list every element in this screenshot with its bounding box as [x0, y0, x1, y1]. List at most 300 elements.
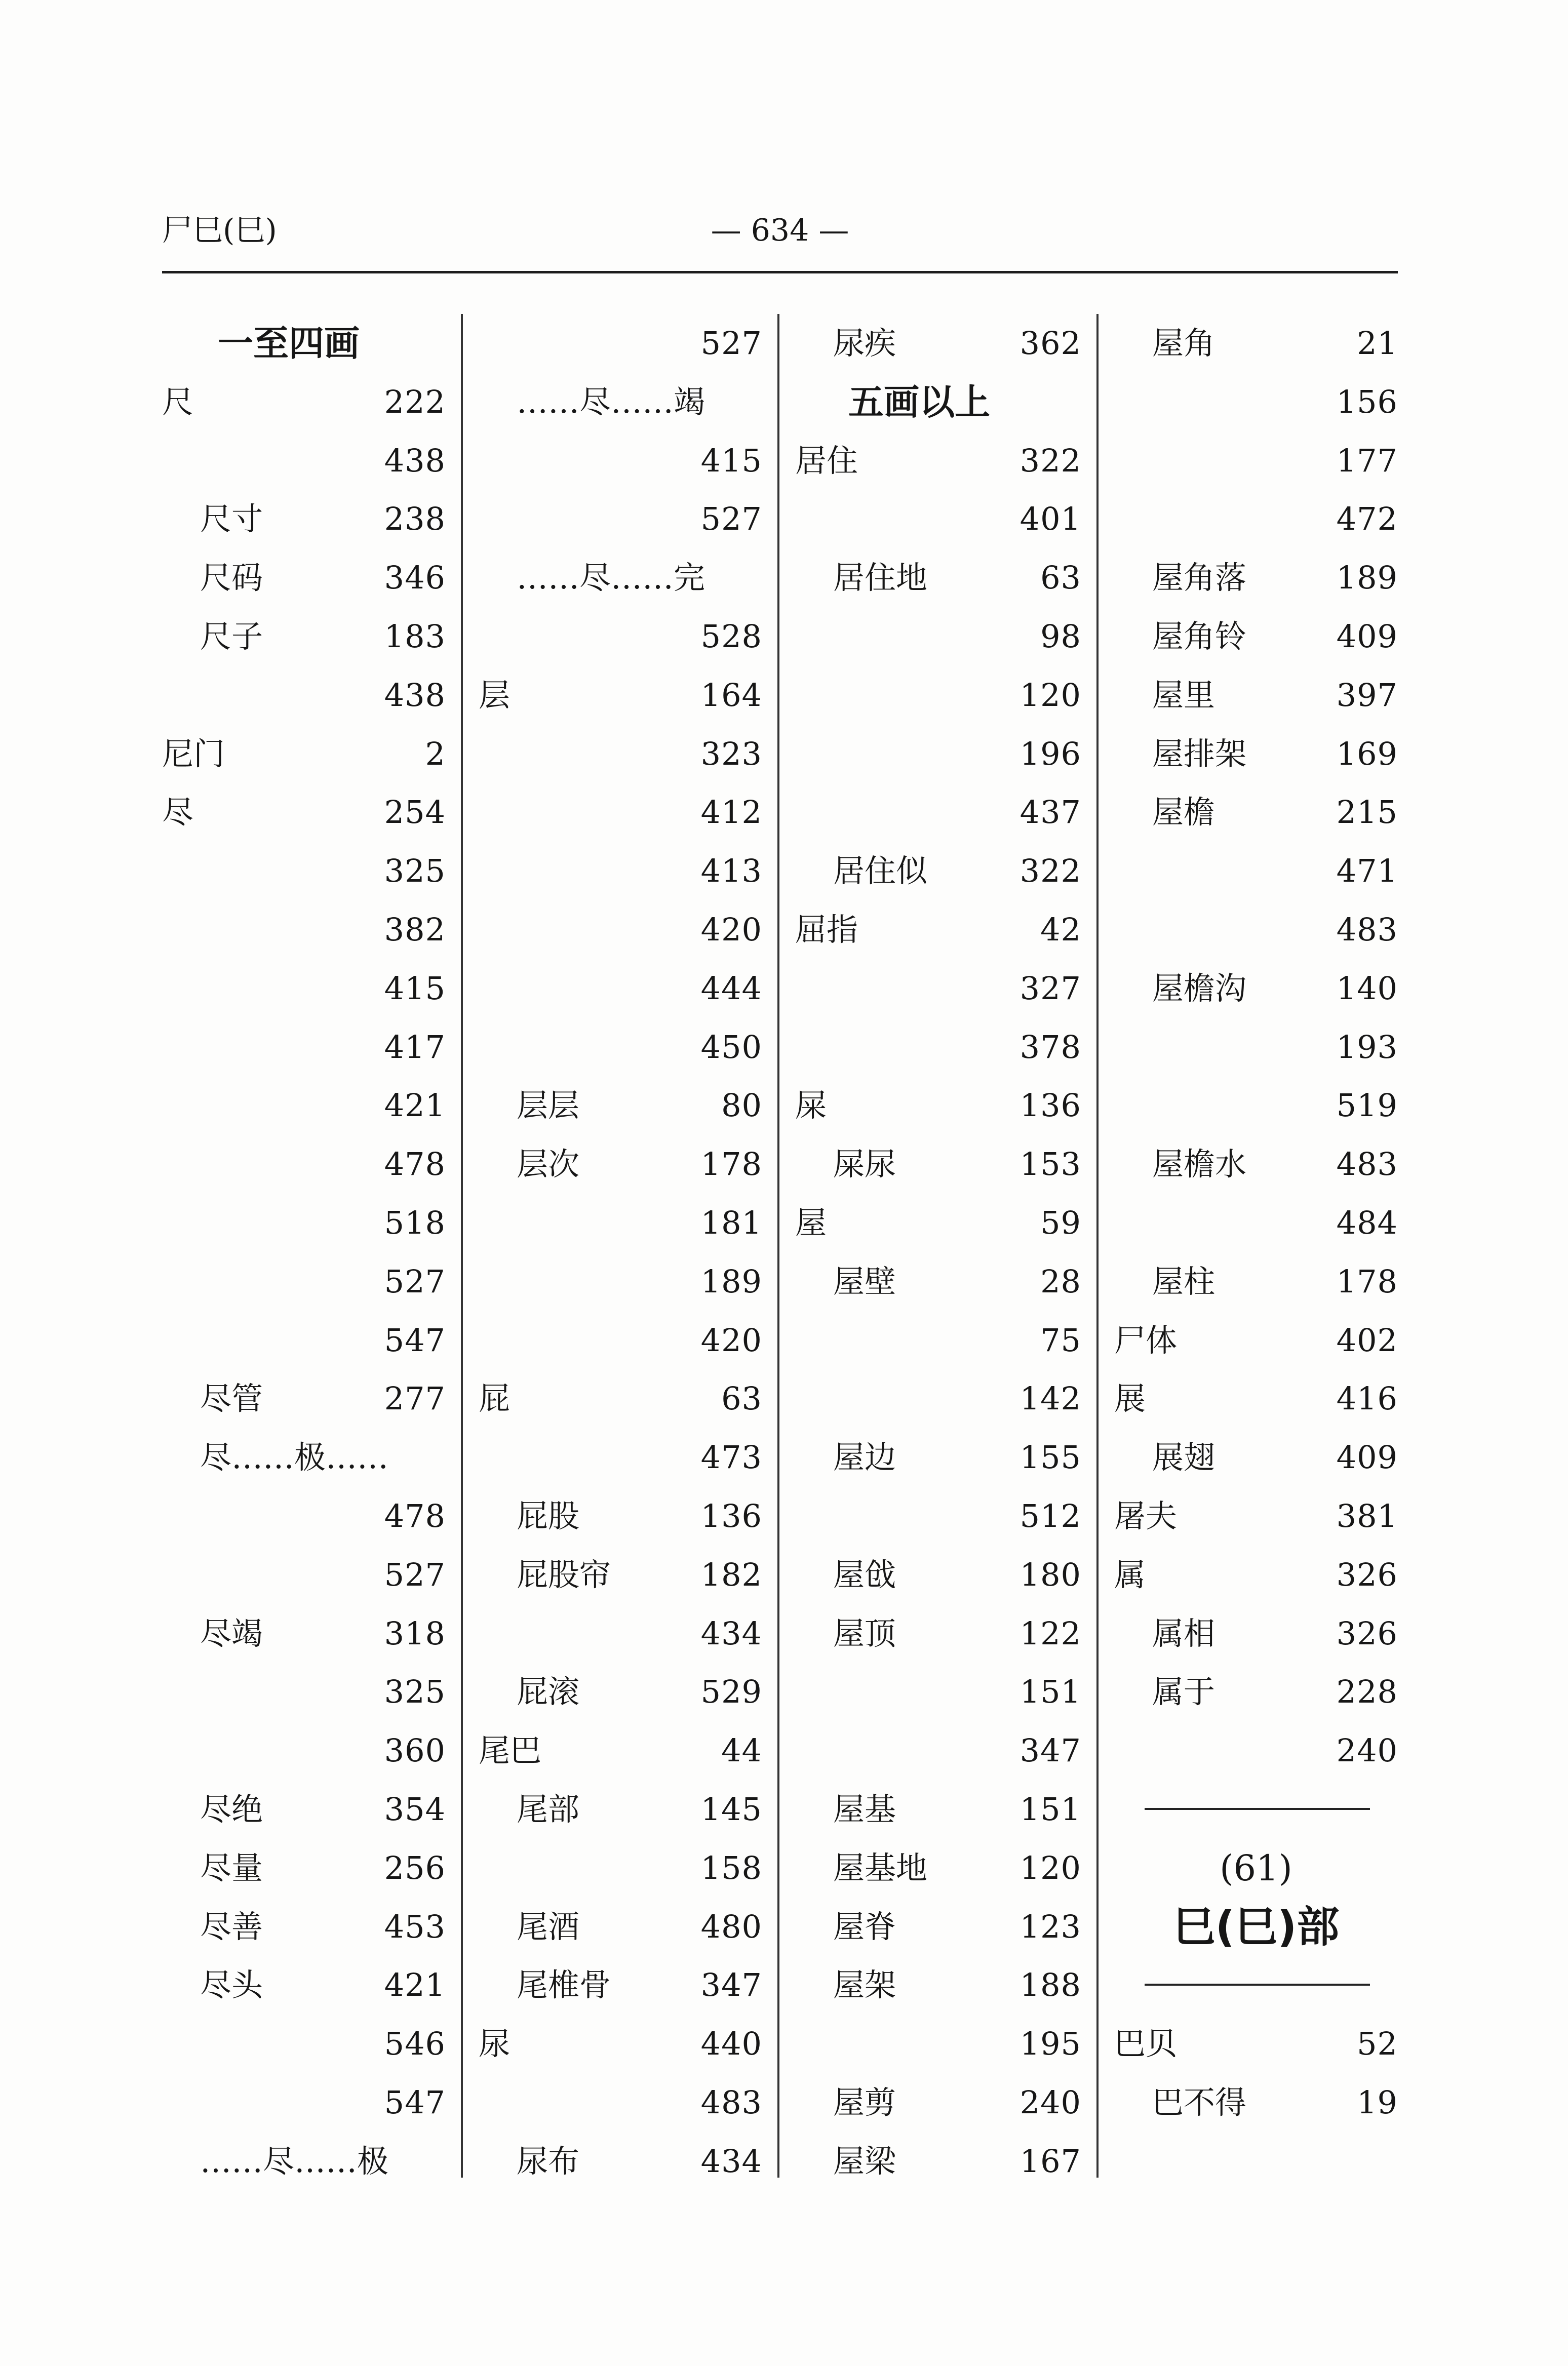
index-entry — [795, 490, 1081, 548]
entry-term: 居住似 — [833, 852, 928, 890]
entry-page-ref: 528 — [700, 617, 762, 655]
index-entry — [162, 1546, 446, 1604]
entry-term: 屠夫 — [1114, 1497, 1178, 1534]
section-label: 尸巳(巳) — [162, 213, 277, 248]
entry-term: 屋架 — [833, 1966, 896, 2004]
index-entry — [479, 725, 762, 783]
index-entry — [1114, 548, 1398, 607]
entry-page-ref: 188 — [1020, 1966, 1081, 2004]
entry-term: 尾巴 — [479, 1732, 542, 1769]
index-entry — [162, 2132, 446, 2191]
entry-page-ref: 547 — [384, 2083, 446, 2121]
entry-term: 屋角落 — [1152, 559, 1247, 597]
entry-page-ref: 416 — [1336, 1380, 1398, 1417]
index-entry — [479, 1194, 762, 1252]
entry-page-ref: 434 — [700, 1614, 762, 1652]
index-column-1 — [162, 314, 446, 2178]
index-entry — [1114, 1721, 1398, 1780]
index-entry — [479, 1076, 762, 1135]
index-entry — [1114, 783, 1398, 842]
index-entry — [479, 1839, 762, 1898]
entry-term: 尽绝 — [200, 1790, 263, 1828]
entry-page-ref: 437 — [1020, 794, 1081, 831]
index-entry — [795, 1369, 1081, 1428]
entry-page-ref: 178 — [700, 1146, 762, 1183]
entry-page-ref: 547 — [384, 1321, 446, 1359]
entry-page-ref: 140 — [1336, 969, 1398, 1007]
entry-page-ref: 21 — [1357, 325, 1398, 362]
index-entry — [479, 2073, 762, 2132]
index-entry — [1114, 1663, 1398, 1721]
index-entry — [479, 842, 762, 900]
entry-term: 尽管 — [200, 1380, 263, 1417]
entry-page-ref: 529 — [700, 1673, 762, 1711]
index-entry — [479, 490, 762, 548]
entry-term: 屋脊 — [833, 1908, 896, 1945]
entry-term: 居住 — [795, 442, 858, 479]
index-entry — [479, 2015, 762, 2073]
index-entry — [795, 1956, 1081, 2015]
entry-page-ref: 483 — [1336, 911, 1398, 948]
stroke-group-heading — [162, 314, 446, 373]
entry-page-ref: 136 — [1020, 1087, 1081, 1124]
entry-page-ref: 421 — [384, 1087, 446, 1124]
entry-page-ref: 98 — [1040, 617, 1081, 655]
index-entry — [479, 1663, 762, 1721]
index-entry — [795, 607, 1081, 666]
index-entry — [795, 1663, 1081, 1721]
page-number: — 634 — — [711, 213, 849, 248]
index-entry — [795, 548, 1081, 607]
entry-term: 属 — [1114, 1556, 1146, 1593]
rule-line — [1145, 1808, 1370, 1810]
entry-page-ref: 412 — [700, 794, 762, 831]
entry-page-ref: 438 — [384, 442, 446, 479]
index-entry — [1114, 490, 1398, 548]
index-entry — [795, 2073, 1081, 2132]
entry-page-ref: 401 — [1020, 500, 1081, 538]
entry-term: 屋戗 — [833, 1556, 896, 1593]
entry-term: 屋檐沟 — [1152, 969, 1247, 1007]
index-entry — [1114, 1194, 1398, 1252]
index-entry — [162, 842, 446, 900]
index-entry — [479, 1487, 762, 1546]
index-entry — [479, 1428, 762, 1487]
entry-page-ref: 44 — [721, 1732, 762, 1769]
index-entry — [1114, 666, 1398, 725]
entry-term: 屋檐 — [1152, 794, 1216, 831]
index-entry — [162, 1839, 446, 1898]
entry-term: 尺 — [162, 383, 194, 420]
index-column-4 — [1114, 314, 1398, 2178]
index-entry — [795, 1721, 1081, 1780]
entry-page-ref: 326 — [1336, 1556, 1398, 1593]
index-entry — [162, 1135, 446, 1194]
index-entry — [1114, 1252, 1398, 1311]
entry-page-ref: 323 — [700, 735, 762, 772]
entry-page-ref: 483 — [700, 2083, 762, 2121]
entry-term: 屋顶 — [833, 1614, 896, 1652]
index-entry — [479, 1369, 762, 1428]
entry-page-ref: 397 — [1336, 676, 1398, 714]
heading-text: 五画以上 — [848, 381, 990, 423]
index-column-2 — [479, 314, 762, 2178]
index-entry — [1114, 1428, 1398, 1487]
index-entry — [162, 783, 446, 842]
entry-page-ref: 413 — [700, 852, 762, 890]
entry-term: 尾部 — [517, 1790, 580, 1828]
entry-page-ref: 484 — [1336, 1204, 1398, 1241]
index-entry — [479, 548, 762, 607]
index-entry — [1114, 2073, 1398, 2132]
index-entry — [1114, 842, 1398, 900]
index-entry — [479, 1721, 762, 1780]
index-entry — [479, 1135, 762, 1194]
entry-page-ref: 222 — [384, 383, 446, 420]
entry-term: 尿布 — [517, 2142, 580, 2180]
index-entry — [795, 900, 1081, 959]
index-entry — [162, 2015, 446, 2073]
entry-page-ref: 415 — [700, 442, 762, 479]
index-entry — [795, 1018, 1081, 1077]
entry-term: 层 — [479, 676, 511, 714]
entry-term: 尸体 — [1114, 1321, 1178, 1359]
index-entry — [162, 490, 446, 548]
index-entry — [162, 1487, 446, 1546]
entry-page-ref: 2 — [425, 735, 446, 772]
entry-page-ref: 164 — [700, 676, 762, 714]
entry-page-ref: 240 — [1020, 2083, 1081, 2121]
index-entry — [162, 1956, 446, 2015]
entry-page-ref: 196 — [1020, 735, 1081, 772]
entry-page-ref: 378 — [1020, 1028, 1081, 1066]
index-column-3 — [795, 314, 1081, 2178]
index-entry — [162, 666, 446, 725]
entry-term: 屁股 — [517, 1497, 580, 1534]
entry-page-ref: 347 — [700, 1966, 762, 2004]
entry-page-ref: 322 — [1020, 852, 1081, 890]
entry-term: 巴贝 — [1114, 2025, 1178, 2063]
entry-page-ref: 417 — [384, 1028, 446, 1066]
index-entry — [1114, 725, 1398, 783]
index-entry — [1114, 1018, 1398, 1077]
index-entry — [162, 1428, 446, 1487]
entry-term: 屋角铃 — [1152, 617, 1247, 655]
index-entry — [795, 1428, 1081, 1487]
entry-page-ref: 123 — [1020, 1908, 1081, 1945]
index-entry — [162, 1604, 446, 1663]
index-entry — [162, 548, 446, 607]
entry-page-ref: 382 — [384, 911, 446, 948]
entry-page-ref: 347 — [1020, 1732, 1081, 1769]
entry-term: 展 — [1114, 1380, 1146, 1417]
entry-term: ……尽……极 — [200, 2142, 389, 2180]
stroke-group-heading — [795, 373, 1081, 431]
index-entry — [1114, 2015, 1398, 2073]
entry-page-ref: 381 — [1336, 1497, 1398, 1534]
entry-page-ref: 527 — [384, 1556, 446, 1593]
index-entry — [795, 1252, 1081, 1311]
entry-page-ref: 527 — [700, 500, 762, 538]
entry-term: 尺寸 — [200, 500, 263, 538]
index-entry — [162, 1780, 446, 1839]
page-header — [162, 210, 1398, 266]
entry-page-ref: 483 — [1336, 1146, 1398, 1183]
entry-page-ref: 145 — [700, 1790, 762, 1828]
entry-page-ref: 444 — [700, 969, 762, 1007]
entry-page-ref: 322 — [1020, 442, 1081, 479]
entry-page-ref: 420 — [700, 1321, 762, 1359]
entry-term: 属于 — [1152, 1673, 1216, 1711]
entry-page-ref: 158 — [700, 1849, 762, 1886]
index-entry — [795, 431, 1081, 490]
index-entry — [162, 1369, 446, 1428]
entry-page-ref: 75 — [1040, 1321, 1081, 1359]
entry-page-ref: 518 — [384, 1204, 446, 1241]
index-entry — [795, 842, 1081, 900]
entry-page-ref: 182 — [700, 1556, 762, 1593]
entry-term: 屁 — [479, 1380, 511, 1417]
index-entry — [479, 1018, 762, 1077]
index-entry — [795, 1311, 1081, 1370]
index-entry — [162, 900, 446, 959]
entry-page-ref: 122 — [1020, 1614, 1081, 1652]
entry-page-ref: 546 — [384, 2025, 446, 2063]
entry-page-ref: 180 — [1020, 1556, 1081, 1593]
entry-term: 屈指 — [795, 911, 858, 948]
index-entry — [1114, 959, 1398, 1018]
entry-term: 屁滚 — [517, 1673, 580, 1711]
entry-term: 尺码 — [200, 559, 263, 597]
entry-page-ref: 519 — [1336, 1087, 1398, 1124]
entry-page-ref: 189 — [700, 1263, 762, 1300]
index-entry — [162, 1076, 446, 1135]
rule-line — [1145, 1984, 1370, 1986]
index-entry — [479, 373, 762, 431]
index-entry — [1114, 1546, 1398, 1604]
entry-page-ref: 409 — [1336, 617, 1398, 655]
entry-term: 居住地 — [833, 559, 928, 597]
index-entry — [795, 2015, 1081, 2073]
entry-page-ref: 362 — [1020, 325, 1081, 362]
index-entry — [795, 2132, 1081, 2191]
entry-term: 巴不得 — [1152, 2083, 1247, 2121]
index-entry — [162, 2073, 446, 2132]
entry-term: 屎 — [795, 1087, 827, 1124]
index-entry — [479, 1604, 762, 1663]
entry-page-ref: 156 — [1336, 383, 1398, 420]
index-entry — [795, 1780, 1081, 1839]
index-entry — [1114, 1604, 1398, 1663]
index-entry — [795, 1546, 1081, 1604]
entry-term: 尽头 — [200, 1966, 263, 2004]
heading-text: 一至四画 — [218, 323, 360, 364]
index-entry — [479, 959, 762, 1018]
entry-page-ref: 151 — [1020, 1790, 1081, 1828]
index-entry — [795, 783, 1081, 842]
entry-page-ref: 327 — [1020, 969, 1081, 1007]
entry-page-ref: 183 — [384, 617, 446, 655]
entry-term: 屋角 — [1152, 325, 1216, 362]
index-entry — [479, 2132, 762, 2191]
entry-term: 尼门 — [162, 735, 225, 772]
entry-term: 尾酒 — [517, 1908, 580, 1945]
index-entry — [795, 1839, 1081, 1898]
entry-page-ref: 325 — [384, 1673, 446, 1711]
index-entry — [1114, 373, 1398, 431]
entry-term: 屋里 — [1152, 676, 1216, 714]
entry-page-ref: 254 — [384, 794, 446, 831]
entry-page-ref: 228 — [1336, 1673, 1398, 1711]
entry-page-ref: 19 — [1357, 2083, 1398, 2121]
entry-page-ref: 167 — [1020, 2142, 1081, 2180]
index-entry — [1114, 1311, 1398, 1370]
radical-name-text: 巳(巳)部 — [1172, 1902, 1340, 1952]
index-entry — [795, 1604, 1081, 1663]
index-entry — [479, 1780, 762, 1839]
entry-term: 层层 — [517, 1087, 580, 1124]
entry-page-ref: 178 — [1336, 1263, 1398, 1300]
entry-term: 层次 — [517, 1146, 580, 1183]
entry-page-ref: 402 — [1336, 1321, 1398, 1359]
index-entry — [162, 1663, 446, 1721]
index-entry — [479, 666, 762, 725]
column-divider — [461, 314, 463, 2178]
entry-page-ref: 318 — [384, 1614, 446, 1652]
entry-page-ref: 28 — [1040, 1263, 1081, 1300]
index-entry — [162, 725, 446, 783]
entry-page-ref: 238 — [384, 500, 446, 538]
index-entry — [162, 1018, 446, 1077]
index-entry — [479, 900, 762, 959]
entry-term: 尺子 — [200, 617, 263, 655]
radical-number-text: (61) — [1220, 1847, 1292, 1889]
entry-page-ref: 527 — [384, 1263, 446, 1300]
entry-page-ref: 277 — [384, 1380, 446, 1417]
index-entry — [162, 607, 446, 666]
entry-page-ref: 153 — [1020, 1146, 1081, 1183]
index-entry — [795, 1135, 1081, 1194]
entry-term: ……尽……完 — [517, 559, 705, 597]
entry-page-ref: 177 — [1336, 442, 1398, 479]
entry-page-ref: 478 — [384, 1497, 446, 1534]
entry-page-ref: 512 — [1020, 1497, 1081, 1534]
entry-term: 屋排架 — [1152, 735, 1247, 772]
index-entry — [479, 1898, 762, 1956]
entry-page-ref: 421 — [384, 1966, 446, 2004]
entry-term: 尿疾 — [833, 325, 896, 362]
entry-term: 屎尿 — [833, 1146, 896, 1183]
entry-term: 屋壁 — [833, 1263, 896, 1300]
entry-page-ref: 473 — [700, 1439, 762, 1476]
section-rule — [1114, 1956, 1398, 2015]
section-rule — [1114, 1780, 1398, 1839]
entry-term: 尽竭 — [200, 1614, 263, 1652]
index-entry — [1114, 1135, 1398, 1194]
entry-term: 属相 — [1152, 1614, 1216, 1652]
entry-page-ref: 181 — [700, 1204, 762, 1241]
index-entry — [162, 431, 446, 490]
entry-page-ref: 420 — [700, 911, 762, 948]
entry-page-ref: 360 — [384, 1732, 446, 1769]
entry-page-ref: 415 — [384, 969, 446, 1007]
index-entry — [795, 725, 1081, 783]
entry-page-ref: 189 — [1336, 559, 1398, 597]
index-entry — [162, 1898, 446, 1956]
index-entry — [479, 607, 762, 666]
index-entry — [1114, 900, 1398, 959]
entry-term: 屋柱 — [1152, 1263, 1216, 1300]
entry-term: 尽 — [162, 794, 194, 831]
entry-page-ref: 434 — [700, 2142, 762, 2180]
index-entry — [795, 1487, 1081, 1546]
entry-page-ref: 527 — [700, 325, 762, 362]
entry-page-ref: 63 — [1040, 559, 1081, 597]
entry-term: 屋 — [795, 1204, 827, 1241]
index-entry — [795, 1076, 1081, 1135]
index-entry — [1114, 431, 1398, 490]
entry-term: 尽……极…… — [200, 1439, 389, 1476]
index-entry — [1114, 607, 1398, 666]
entry-page-ref: 256 — [384, 1849, 446, 1886]
entry-page-ref: 453 — [384, 1908, 446, 1945]
radical-number — [1114, 1839, 1398, 1898]
entry-page-ref: 120 — [1020, 1849, 1081, 1886]
entry-term: 尾椎骨 — [517, 1966, 611, 2004]
entry-page-ref: 169 — [1336, 735, 1398, 772]
entry-page-ref: 471 — [1336, 852, 1398, 890]
index-entry — [479, 1311, 762, 1370]
index-entry — [795, 959, 1081, 1018]
column-divider — [1096, 314, 1099, 2178]
index-entry — [162, 1194, 446, 1252]
index-entry — [479, 314, 762, 373]
entry-term: 屁股帘 — [517, 1556, 611, 1593]
index-entry — [479, 1956, 762, 2015]
entry-page-ref: 63 — [721, 1380, 762, 1417]
index-entry — [162, 373, 446, 431]
index-entry — [162, 1311, 446, 1370]
column-divider — [777, 314, 779, 2178]
entry-term: ……尽……竭 — [517, 383, 705, 420]
index-entry — [479, 431, 762, 490]
index-entry — [1114, 314, 1398, 373]
entry-term: 屋基地 — [833, 1849, 928, 1886]
entry-page-ref: 142 — [1020, 1380, 1081, 1417]
entry-page-ref: 215 — [1336, 794, 1398, 831]
entry-term: 屋剪 — [833, 2083, 896, 2121]
index-entry — [795, 314, 1081, 373]
index-entry — [1114, 1487, 1398, 1546]
entry-page-ref: 155 — [1020, 1439, 1081, 1476]
index-entry — [479, 783, 762, 842]
entry-term: 屋边 — [833, 1439, 896, 1476]
entry-page-ref: 195 — [1020, 2025, 1081, 2063]
entry-page-ref: 472 — [1336, 500, 1398, 538]
index-entry — [795, 1194, 1081, 1252]
index-entry — [795, 1898, 1081, 1956]
entry-page-ref: 52 — [1357, 2025, 1398, 2063]
entry-page-ref: 193 — [1336, 1028, 1398, 1066]
entry-page-ref: 354 — [384, 1790, 446, 1828]
entry-term: 展翅 — [1152, 1439, 1216, 1476]
entry-page-ref: 438 — [384, 676, 446, 714]
entry-term: 屋基 — [833, 1790, 896, 1828]
entry-page-ref: 151 — [1020, 1673, 1081, 1711]
entry-page-ref: 326 — [1336, 1614, 1398, 1652]
entry-page-ref: 480 — [700, 1908, 762, 1945]
index-entry — [479, 1252, 762, 1311]
